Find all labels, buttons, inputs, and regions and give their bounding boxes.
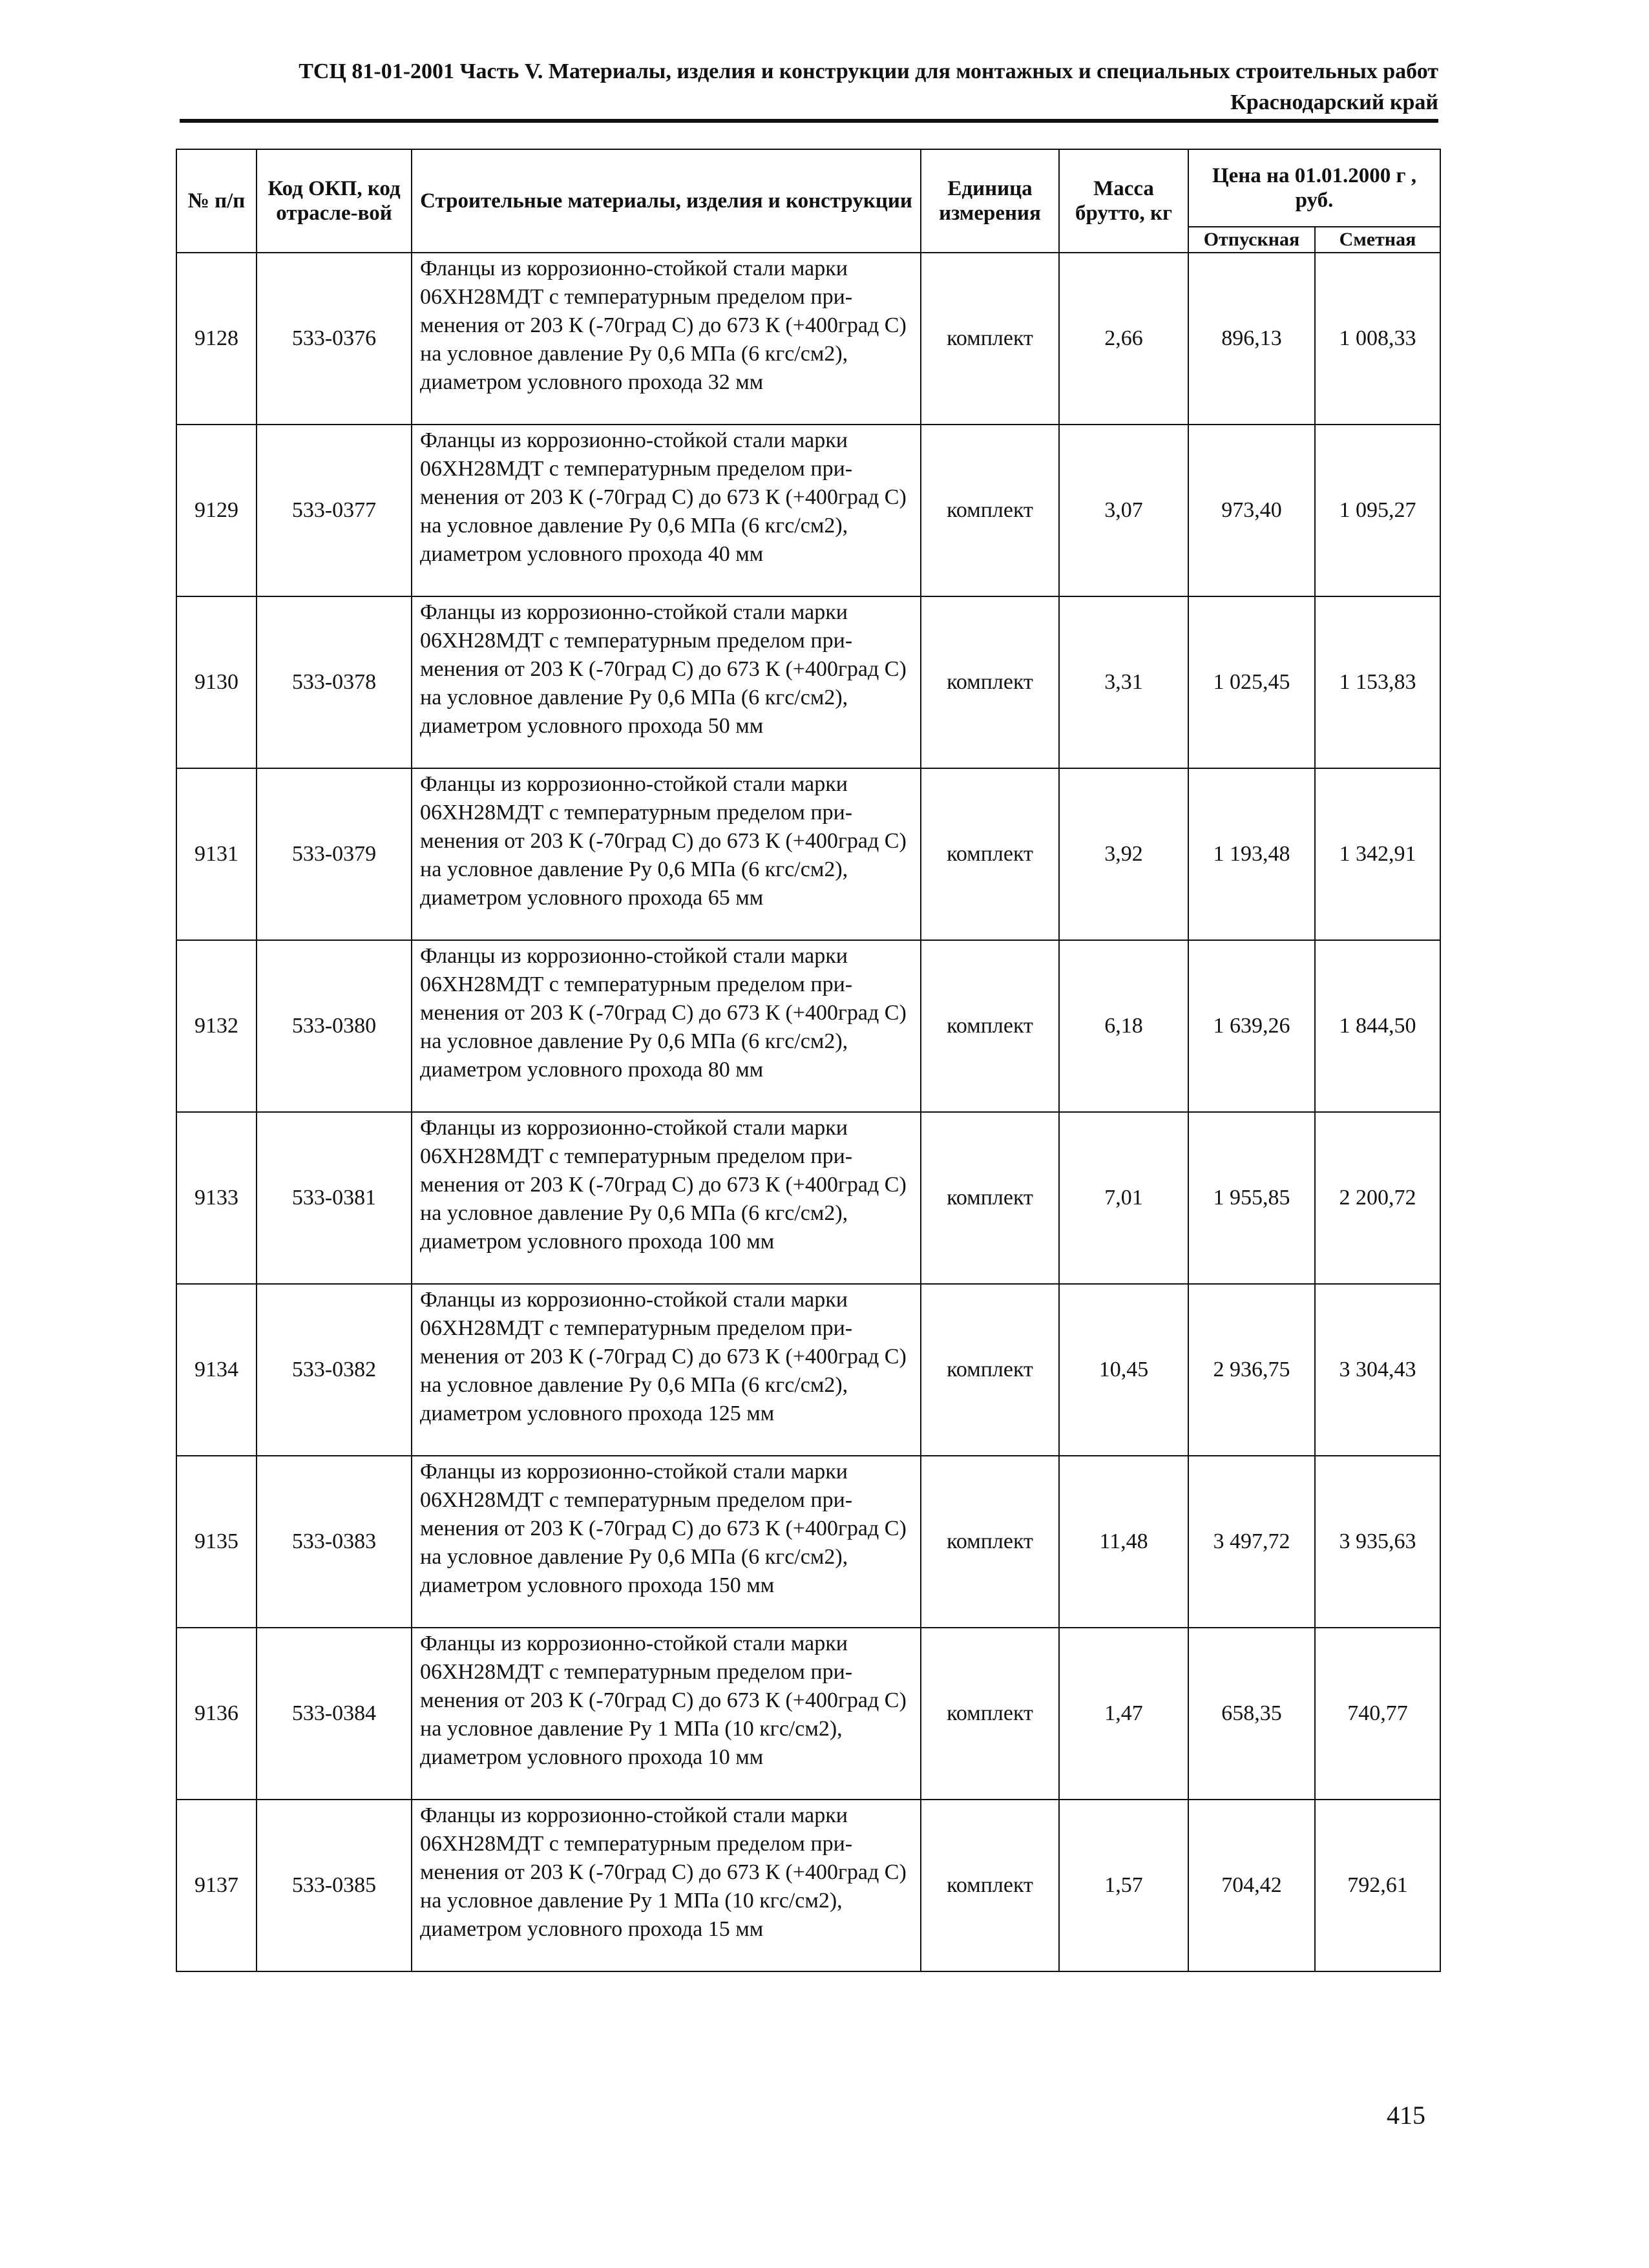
row-price-estimate: 1 095,27 (1315, 425, 1440, 596)
table-row (176, 1800, 1440, 1971)
materials-price-table (176, 149, 1441, 1972)
table-row (176, 425, 1440, 596)
row-mass: 3,07 (1059, 425, 1188, 596)
row-price-release: 2 936,75 (1188, 1284, 1315, 1456)
row-code: 533-0376 (257, 253, 412, 425)
row-price-release: 1 025,45 (1188, 596, 1315, 768)
row-mass: 6,18 (1059, 940, 1188, 1112)
column-header-unit: Единица измерения (921, 149, 1059, 253)
row-code: 533-0381 (257, 1112, 412, 1284)
row-price-release: 1 955,85 (1188, 1112, 1315, 1284)
row-num: 9136 (176, 1628, 257, 1800)
row-num: 9137 (176, 1800, 257, 1971)
row-mass: 1,47 (1059, 1628, 1188, 1800)
row-name-text: Фланцы из коррозионно-стойкой стали марки 06ХН28МДТ с температурным пределом при-менения от 203 К (-70град С) до 673 К (+400град С) на условное давление Ру 0,6 МПа (6 кгс/см2), диаметром условного прохода 50 мм (420, 600, 907, 738)
column-header-name: Строительные материалы, изделия и конструкции (412, 149, 921, 253)
document-header-region: Краснодарский край (1230, 90, 1438, 114)
row-name-text: Фланцы из коррозионно-стойкой стали марки 06ХН28МДТ с температурным пределом при-менения от 203 К (-70град С) до 673 К (+400град С) на условное давление Ру 1 МПа (10 кгс/см2), диаметром условного прохода 10 мм (420, 1632, 907, 1769)
row-code: 533-0379 (257, 768, 412, 940)
row-name (412, 596, 921, 768)
row-num: 9131 (176, 768, 257, 940)
row-code: 533-0385 (257, 1800, 412, 1971)
row-name (412, 1456, 921, 1628)
row-price-release: 973,40 (1188, 425, 1315, 596)
row-name (412, 1284, 921, 1456)
row-name (412, 940, 921, 1112)
table-row (176, 253, 1440, 425)
row-unit: комплект (921, 425, 1059, 596)
row-mass: 10,45 (1059, 1284, 1188, 1456)
row-name (412, 1628, 921, 1800)
row-code: 533-0383 (257, 1456, 412, 1628)
row-unit: комплект (921, 596, 1059, 768)
row-unit: комплект (921, 940, 1059, 1112)
row-code: 533-0382 (257, 1284, 412, 1456)
column-header-num: № п/п (176, 149, 257, 253)
table-row (176, 940, 1440, 1112)
row-mass: 11,48 (1059, 1456, 1188, 1628)
page-number: 415 (1387, 2101, 1425, 2130)
row-price-estimate: 1 844,50 (1315, 940, 1440, 1112)
row-mass: 7,01 (1059, 1112, 1188, 1284)
row-mass: 3,31 (1059, 596, 1188, 768)
row-num: 9129 (176, 425, 257, 596)
row-price-release: 3 497,72 (1188, 1456, 1315, 1628)
table-row (176, 1112, 1440, 1284)
row-mass: 2,66 (1059, 253, 1188, 425)
header-divider (180, 119, 1438, 123)
row-price-estimate: 3 935,63 (1315, 1456, 1440, 1628)
row-mass: 1,57 (1059, 1800, 1188, 1971)
table-row (176, 768, 1440, 940)
row-num: 9135 (176, 1456, 257, 1628)
row-unit: комплект (921, 1456, 1059, 1628)
row-name (412, 1800, 921, 1971)
row-price-estimate: 740,77 (1315, 1628, 1440, 1800)
row-code: 533-0377 (257, 425, 412, 596)
row-price-estimate: 792,61 (1315, 1800, 1440, 1971)
row-price-estimate: 1 008,33 (1315, 253, 1440, 425)
row-price-release: 658,35 (1188, 1628, 1315, 1800)
row-unit: комплект (921, 1284, 1059, 1456)
row-mass: 3,92 (1059, 768, 1188, 940)
column-header-mass: Масса брутто, кг (1059, 149, 1188, 253)
document-header-title: ТСЦ 81-01-2001 Часть V. Материалы, изделия и конструкции для монтажных и специальных строительных работ (299, 59, 1438, 83)
row-num: 9134 (176, 1284, 257, 1456)
row-num: 9132 (176, 940, 257, 1112)
column-header-price-estimate: Сметная (1315, 227, 1440, 253)
row-num: 9128 (176, 253, 257, 425)
row-price-estimate: 2 200,72 (1315, 1112, 1440, 1284)
row-name (412, 1112, 921, 1284)
row-code: 533-0378 (257, 596, 412, 768)
table-row (176, 1456, 1440, 1628)
row-name-text: Фланцы из коррозионно-стойкой стали марки 06ХН28МДТ с температурным пределом при-менения от 203 К (-70град С) до 673 К (+400град С) на условное давление Ру 0,6 МПа (6 кгс/см2), диаметром условного прохода 150 мм (420, 1460, 907, 1597)
row-price-release: 896,13 (1188, 253, 1315, 425)
row-unit: комплект (921, 768, 1059, 940)
row-name-text: Фланцы из коррозионно-стойкой стали марки 06ХН28МДТ с температурным пределом при-менения от 203 К (-70град С) до 673 К (+400град С) на условное давление Ру 0,6 МПа (6 кгс/см2), диаметром условного прохода 40 мм (420, 428, 907, 566)
column-header-code: Код ОКП, код отрасле-вой (257, 149, 412, 253)
row-name-text: Фланцы из коррозионно-стойкой стали марки 06ХН28МДТ с температурным пределом при-менения от 203 К (-70град С) до 673 К (+400град С) на условное давление Ру 0,6 МПа (6 кгс/см2), диаметром условного прохода 125 мм (420, 1288, 907, 1425)
column-header-price-release: Отпускная (1188, 227, 1315, 253)
row-name-text: Фланцы из коррозионно-стойкой стали марки 06ХН28МДТ с температурным пределом при-менения от 203 К (-70град С) до 673 К (+400град С) на условное давление Ру 1 МПа (10 кгс/см2), диаметром условного прохода 15 мм (420, 1803, 907, 1941)
row-num: 9130 (176, 596, 257, 768)
row-name-text: Фланцы из коррозионно-стойкой стали марки 06ХН28МДТ с температурным пределом при-менения от 203 К (-70град С) до 673 К (+400град С) на условное давление Ру 0,6 МПа (6 кгс/см2), диаметром условного прохода 80 мм (420, 944, 907, 1082)
row-unit: комплект (921, 1112, 1059, 1284)
row-num: 9133 (176, 1112, 257, 1284)
row-price-release: 1 639,26 (1188, 940, 1315, 1112)
row-name (412, 768, 921, 940)
row-price-estimate: 3 304,43 (1315, 1284, 1440, 1456)
row-price-release: 1 193,48 (1188, 768, 1315, 940)
row-code: 533-0384 (257, 1628, 412, 1800)
row-unit: комплект (921, 1628, 1059, 1800)
table-row (176, 596, 1440, 768)
row-name-text: Фланцы из коррозионно-стойкой стали марки 06ХН28МДТ с температурным пределом при-менения от 203 К (-70град С) до 673 К (+400град С) на условное давление Ру 0,6 МПа (6 кгс/см2), диаметром условного прохода 65 мм (420, 772, 907, 910)
row-name-text: Фланцы из коррозионно-стойкой стали марки 06ХН28МДТ с температурным пределом при-менения от 203 К (-70град С) до 673 К (+400град С) на условное давление Ру 0,6 МПа (6 кгс/см2), диаметром условного прохода 100 мм (420, 1116, 907, 1254)
row-price-estimate: 1 342,91 (1315, 768, 1440, 940)
row-code: 533-0380 (257, 940, 412, 1112)
row-price-estimate: 1 153,83 (1315, 596, 1440, 768)
row-unit: комплект (921, 253, 1059, 425)
column-header-price-group: Цена на 01.01.2000 г , руб. (1188, 149, 1440, 227)
row-unit: комплект (921, 1800, 1059, 1971)
row-name-text: Фланцы из коррозионно-стойкой стали марки 06ХН28МДТ с температурным пределом при-менения от 203 К (-70град С) до 673 К (+400град С) на условное давление Ру 0,6 МПа (6 кгс/см2), диаметром условного прохода 32 мм (420, 257, 907, 394)
table-row (176, 1284, 1440, 1456)
table-row (176, 1628, 1440, 1800)
row-name (412, 425, 921, 596)
row-name (412, 253, 921, 425)
row-price-release: 704,42 (1188, 1800, 1315, 1971)
